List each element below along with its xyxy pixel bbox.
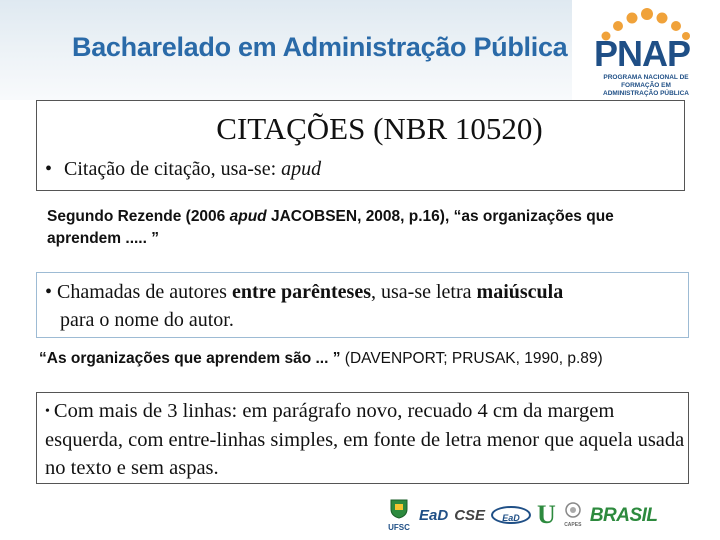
quote1-part2: JACOBSEN, 2008, p.16), “as organizações que aprendem ..... ”: [47, 208, 614, 247]
partner-logos: [385, 495, 715, 535]
u-logo: U: [537, 500, 556, 529]
quote1-italic: apud: [229, 208, 267, 225]
bullet2-t2: , usa-se letra: [371, 281, 477, 303]
capes-logo: [562, 502, 584, 528]
slide-title: CITAÇÕES (NBR 10520): [216, 111, 543, 146]
bullet-dot: •: [45, 404, 50, 419]
pnap-logo-text: PNAP: [594, 33, 691, 74]
pnap-logo-subtitle: PROGRAMA NACIONAL DE FORMAÇÃO EM ADMINISTRAÇÃO PÚBLICA: [603, 74, 689, 97]
ufsc-shield-icon: [390, 499, 408, 519]
bullet3-text: Com mais de 3 linhas: em parágrafo novo, recuado 4 cm da margem esquerda, com entre-linhas simples, em fonte de letra menor que aquela usada no texto e sem aspas.: [45, 400, 685, 479]
ead-logo: EaD: [419, 506, 449, 524]
example-quote-authors: [39, 350, 709, 368]
bullet1-emphasis: apud: [281, 158, 322, 180]
bullet2-t1: Chamadas de autores: [57, 281, 232, 303]
bullet2-b1: entre parênteses: [231, 281, 372, 303]
bullet2-b2: maiúscula: [476, 281, 564, 303]
bullet-dot: •: [45, 158, 53, 180]
long-quote-box: [36, 392, 689, 484]
ufsc-label: UFSC: [388, 522, 410, 532]
bullet-mais-de-3-linhas: [45, 397, 685, 482]
authors-box: [36, 272, 689, 338]
capes-label: CAPES: [564, 522, 582, 528]
title-box: [36, 100, 685, 191]
header-banner: [0, 0, 720, 100]
example-quote-apud: [47, 206, 687, 250]
bullet-citacao-de-citacao: [45, 158, 321, 181]
quote2-bold: “As organizações que aprendem são ... ”: [39, 350, 341, 367]
quote1-part1: Segundo Rezende (2006: [47, 208, 230, 225]
quote2-reference: (DAVENPORT; PRUSAK, 1990, p.89): [340, 350, 603, 367]
cse-logo: CSE: [454, 506, 486, 524]
pnap-logo: [572, 0, 720, 100]
bullet2-t3: para o nome do autor.: [60, 309, 234, 331]
ead-swoosh-logo: [491, 506, 531, 524]
bullet-dot: •: [45, 281, 58, 303]
bullet1-text: Citação de citação, usa-se:: [64, 158, 282, 180]
ufsc-logo: [385, 499, 413, 532]
bullet-chamadas-autores: [45, 278, 685, 334]
brasil-logo: BRASIL: [589, 504, 658, 526]
program-title: Bacharelado em Administração Pública: [72, 32, 568, 62]
ead-swoosh-label: EaD: [502, 513, 520, 523]
capes-leaf-icon: [562, 502, 584, 518]
